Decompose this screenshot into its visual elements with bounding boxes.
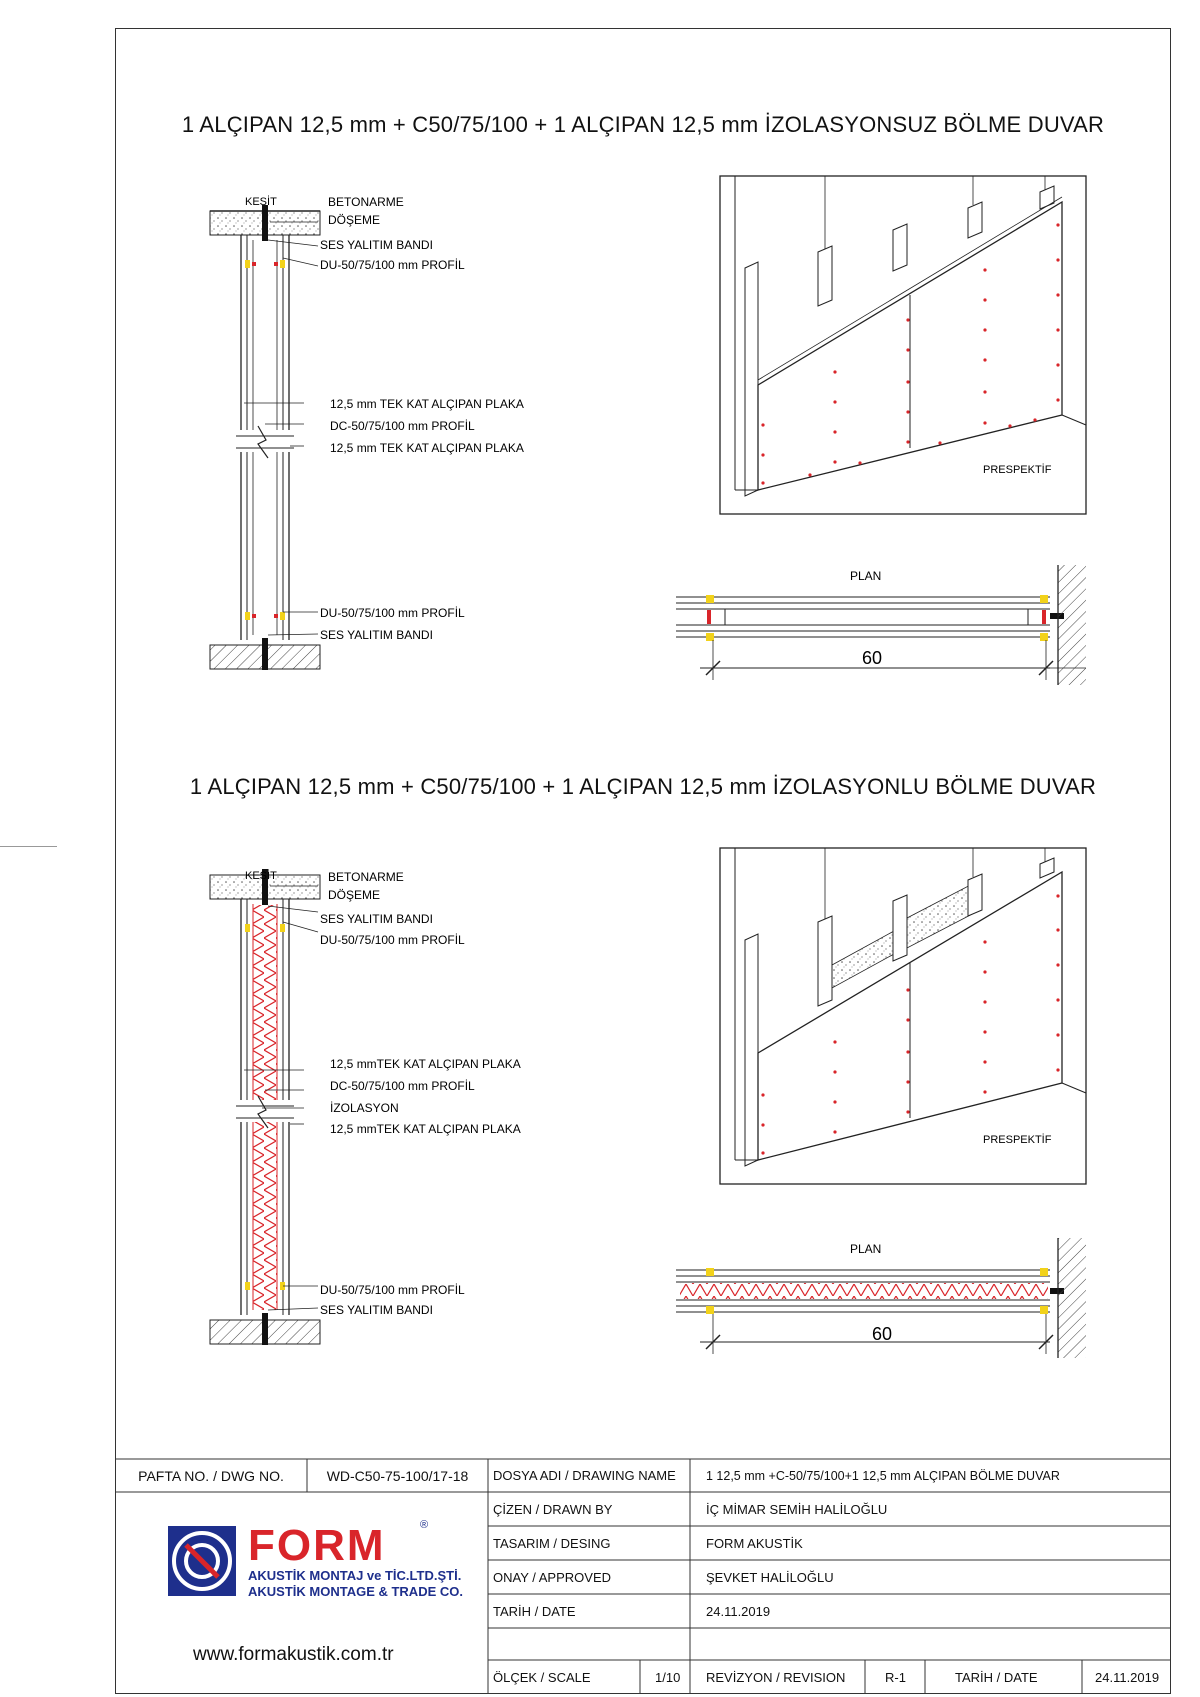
date-value: 24.11.2019	[706, 1603, 771, 1619]
revision-label: REVİZYON / REVISION	[706, 1669, 846, 1685]
perspective-view-2	[720, 848, 1086, 1184]
approved-value: ŞEVKET HALİLOĞLU	[706, 1569, 834, 1585]
rev-date-value: 24.11.2019	[1095, 1669, 1160, 1685]
stud-label-2: DC-50/75/100 mm PROFİL	[330, 1079, 475, 1093]
design-value: FORM AKUSTİK	[706, 1535, 803, 1551]
stud-label-1: DC-50/75/100 mm PROFİL	[330, 419, 475, 433]
drawing-name-value: 1 12,5 mm +C-50/75/100+1 12,5 mm ALÇIPAN BÖLME DUVAR	[706, 1468, 1060, 1483]
board2-label-1: 12,5 mm TEK KAT ALÇIPAN PLAKA	[330, 441, 524, 455]
pafta-value: WD-C50-75-100/17-18	[326, 1467, 469, 1484]
logo-line2: AKUSTİK MONTAGE & TRADE CO.	[248, 1584, 463, 1599]
approved-label: ONAY / APPROVED	[493, 1569, 612, 1585]
logo-brand: FORM	[248, 1521, 386, 1570]
slab-label-1b: DÖŞEME	[328, 213, 381, 227]
drawing-name-label: DOSYA ADI / DRAWING NAME	[493, 1468, 676, 1483]
drawing-title-2: 1 ALÇIPAN 12,5 mm + C50/75/100 + 1 ALÇIPAN 12,5 mm İZOLASYONLU BÖLME DUVAR	[189, 774, 1097, 799]
slab-label-1a: BETONARME	[328, 195, 404, 209]
plan-view-1	[676, 565, 1086, 685]
logo-line1: AKUSTİK MONTAJ ve TİC.LTD.ŞTİ.	[248, 1568, 462, 1583]
plan-dimension-1: 60	[861, 648, 883, 668]
company-website: www.formakustik.com.tr	[193, 1644, 394, 1665]
perspective-view-1	[720, 176, 1086, 514]
design-label: TASARIM / DESING	[493, 1535, 611, 1551]
plan-dimension-2: 60	[871, 1324, 893, 1344]
profile-bottom-label-2: DU-50/75/100 mm PROFİL	[320, 1283, 465, 1297]
scale-value: 1/10	[655, 1669, 681, 1685]
date-label: TARİH / DATE	[493, 1603, 576, 1619]
plan-view-2	[676, 1238, 1086, 1358]
insulation-label-2: İZOLASYON	[330, 1101, 399, 1115]
profile-top-label-1: DU-50/75/100 mm PROFİL	[320, 258, 465, 272]
slab-label-2b: DÖŞEME	[328, 888, 381, 902]
profile-top-label-2: DU-50/75/100 mm PROFİL	[320, 933, 465, 947]
drawing-title-1: 1 ALÇIPAN 12,5 mm + C50/75/100 + 1 ALÇIPAN 12,5 mm İZOLASYONSUZ BÖLME DUVAR	[181, 112, 1105, 137]
section-view-2	[210, 869, 521, 1345]
plan-label-2: PLAN	[850, 1242, 882, 1256]
tape-top-label-2: SES YALITIM BANDI	[320, 912, 433, 926]
perspective-label-2: PRESPEKTİF	[983, 1134, 1052, 1146]
profile-bottom-label-1: DU-50/75/100 mm PROFİL	[320, 606, 465, 620]
drawn-by-value: İÇ MİMAR SEMİH HALİLOĞLU	[706, 1501, 888, 1517]
revision-value: R-1	[885, 1669, 906, 1685]
tape-bottom-label-1: SES YALITIM BANDI	[320, 628, 433, 642]
board2-label-2: 12,5 mmTEK KAT ALÇIPAN PLAKA	[330, 1122, 521, 1136]
drawn-by-label: ÇİZEN / DRAWN BY	[493, 1501, 613, 1517]
board1-label-1: 12,5 mm TEK KAT ALÇIPAN PLAKA	[330, 397, 524, 411]
pafta-label: PAFTA NO. / DWG NO.	[138, 1467, 284, 1484]
slab-label-2a: BETONARME	[328, 870, 404, 884]
kesit-label-1: KESİT	[245, 196, 277, 208]
tape-top-label-1: SES YALITIM BANDI	[320, 238, 433, 252]
title-block	[115, 1459, 1171, 1694]
logo-registered: ®	[420, 1519, 429, 1531]
board1-label-2: 12,5 mmTEK KAT ALÇIPAN PLAKA	[330, 1057, 521, 1071]
kesit-label-2: KESİT	[245, 870, 277, 882]
perspective-label-1: PRESPEKTİF	[983, 464, 1052, 476]
rev-date-label: TARİH / DATE	[955, 1669, 1038, 1685]
scale-label: ÖLÇEK / SCALE	[493, 1669, 591, 1685]
plan-label-1: PLAN	[850, 569, 882, 583]
tape-bottom-label-2: SES YALITIM BANDI	[320, 1303, 433, 1317]
anchor-top	[262, 205, 268, 241]
section-view-1	[210, 195, 524, 670]
